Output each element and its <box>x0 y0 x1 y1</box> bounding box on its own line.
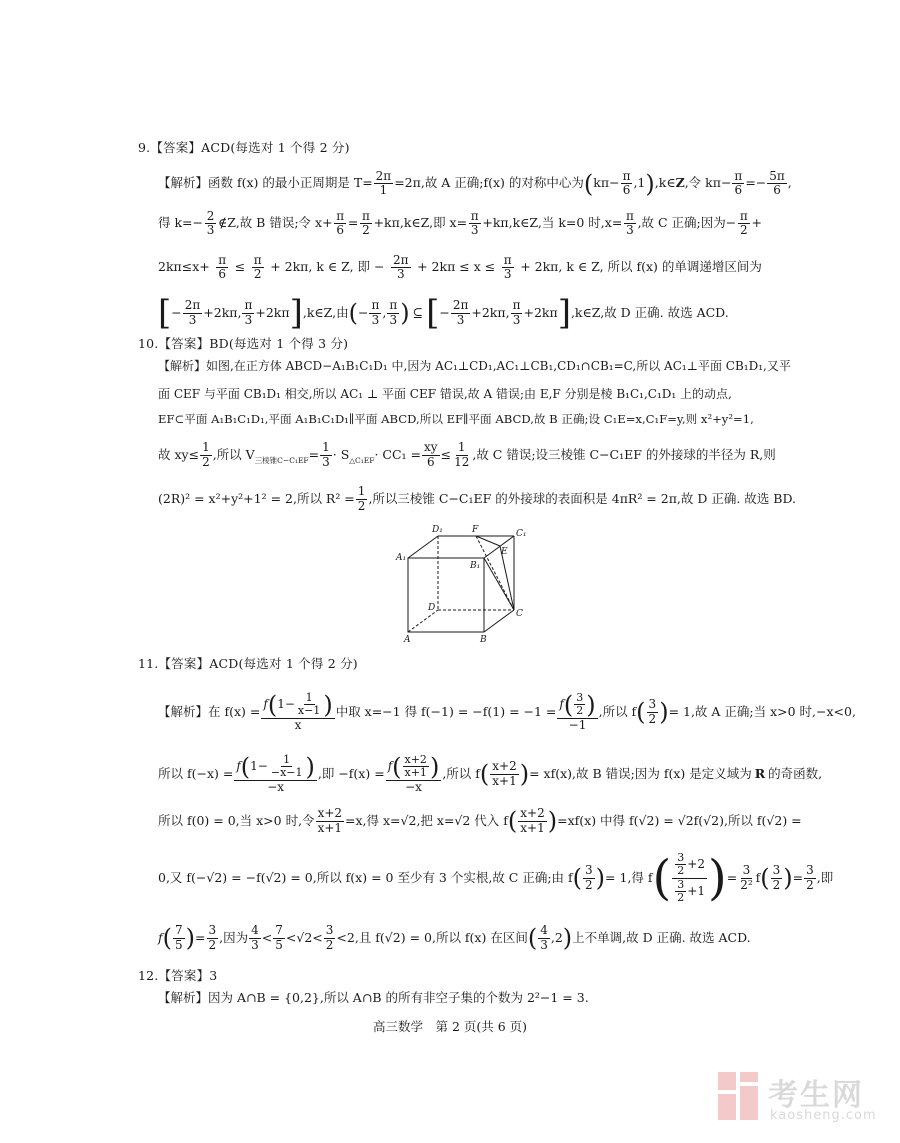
fraction: $\frac{\pi}{3}$ <box>503 253 512 282</box>
text: − <box>171 304 182 320</box>
fraction: $\frac{2\pi}{3}$ <box>393 253 409 282</box>
text: =x,得 x=√2,把 x=√2 代入 f <box>345 812 508 828</box>
text: = <box>726 869 738 885</box>
q9-line-1: 【解析】函数 f(x) 的最小正周期是 T= $\frac{2\pi}{1}$ =2π,故 A 正确;f(x) 的对称中心为 ( kπ− $\frac{\pi}{6}$ ,1 ) ,k∈ Z ,令 kπ− $\frac{\pi}{6}$ =− $\frac{5\pi}{6}$ , <box>158 169 792 198</box>
fraction: f ( 1− $\frac{1}{-x-1}$ ) −x <box>236 752 315 794</box>
text: ,2 <box>550 929 563 945</box>
fraction: $\frac{xy}{6}$ <box>424 440 438 469</box>
text: = xf(x),故 B 错误;因为 f(x) 是定义域为 <box>529 765 752 781</box>
text: 所以 f(0) = 0,当 x>0 时,令 <box>158 812 315 828</box>
text: < <box>261 929 273 945</box>
text: 0,又 f(−√2) = −f(√2) = 0,所以 f(x) = 0 至少有 3 个实根,故 C 正确;由 f <box>158 869 573 885</box>
fraction: $\frac{3}{2}$ <box>585 863 593 892</box>
text: <2,且 f(√2) = 0,所以 f(x) 在区间 <box>336 929 528 945</box>
edge-AD <box>408 610 438 632</box>
fraction: $\frac{1}{2}$ <box>357 484 366 513</box>
real-set: R <box>754 765 766 781</box>
q10-line-1: 【解析】如图,在正方体 ABCD−A₁B₁C₁D₁ 中,因为 AC₁⊥CD₁,AC₁⊥CB₁,CD₁∩CB₁=C,所以 AC₁⊥平面 CB₁D₁,又平 <box>158 359 791 373</box>
text: <√2< <box>285 929 323 945</box>
fraction: $\frac{3}{2}$ <box>208 923 217 952</box>
text: 上不单调,故 D 正确. 故选 ACD. <box>572 929 751 945</box>
text: ,即 <box>816 869 834 885</box>
q11-line-4: 0,又 f(−√2) = −f(√2) = 0,所以 f(x) = 0 至少有 3 个实根,故 C 正确;由 f ( $\frac{3}{2}$ ) = 1,得 f ( $\frac{3}{2}$ +2 $\frac{3}{2}$ +1 ) = $\frac{3}{\text{2²}}$ f ( $\frac{3}{2}$ ) = $\frac{3}{2}$ ,即 <box>158 850 834 906</box>
fraction: $\frac{3}{2}$ <box>325 923 334 952</box>
text: 【解析】在 f(x) = <box>158 703 261 719</box>
text: f <box>755 869 761 885</box>
label-F: F <box>472 525 479 535</box>
text: + 2kπ ≤ x ≤ <box>417 259 496 275</box>
text: +2kπ, <box>471 304 510 320</box>
fraction: $\frac{\pi}{3}$ <box>389 298 398 327</box>
text: = 1,得 f <box>605 869 653 885</box>
fraction: $\frac{\pi}{3}$ <box>512 298 521 327</box>
text: =2π,故 A 正确;f(x) 的对称中心为 <box>394 175 584 191</box>
segment-FC <box>476 536 514 610</box>
text: +kπ,k∈Z,当 k=0 时,x= <box>482 215 623 231</box>
edge-BC <box>484 610 514 632</box>
fraction: $\frac{\pi}{3}$ <box>371 298 380 327</box>
segment-FE <box>476 536 500 546</box>
text: (2R)² = x²+y²+1² = 2,所以 R² = <box>158 490 355 506</box>
volume-subscript: 三棱锥C−C₁EF <box>254 455 309 465</box>
page-footer: 高三数学 第 2 页(共 6 页) <box>372 1019 528 1034</box>
text: ,故 C 正确;因为− <box>637 215 737 231</box>
text: +2kπ <box>523 304 558 320</box>
nested-fraction: $\frac{3}{2}$ +2 $\frac{3}{2}$ +1 <box>672 852 707 903</box>
fraction: $\frac{\pi}{6}$ <box>734 169 743 198</box>
q11-line-2: 所以 f(−x) = f ( 1− $\frac{1}{-x-1}$ ) −x ,即 −f(x) = f ( $\frac{x+2}{x+1}$ ) −x ,所以 f ( $\frac{x+2}{x+1}$ ) = xf(x),故 B 错误;因为 f(x) 是定义域为 R 的奇函数, <box>158 752 823 794</box>
fraction: $\frac{x+2}{x+1}$ <box>492 759 517 788</box>
fraction: f ( $\frac{x+2}{x+1}$ ) −x <box>387 752 440 794</box>
text: , <box>382 304 387 320</box>
fraction: $\frac{\pi}{6}$ <box>622 169 631 198</box>
text: ,k∈ <box>654 175 676 191</box>
edge-A1D1 <box>408 536 438 558</box>
q11-line-5: f ( $\frac{7}{5}$ ) = $\frac{3}{2}$ ,因为 $\frac{4}{3}$ < $\frac{7}{5}$ <√2< $\frac{3}{2}$ <2,且 f(√2) = 0,所以 f(x) 在区间 ( $\frac{4}{3}$ ,2 ) 上不单调,故 D 正确. 故选 ACD. <box>158 923 751 952</box>
text: · S <box>332 446 350 462</box>
fraction: $\frac{2\pi}{3}$ <box>184 298 201 327</box>
label-D1: D₁ <box>432 525 443 535</box>
label-A: A <box>404 635 411 644</box>
fraction: $\frac{1}{3}$ <box>322 440 330 469</box>
fraction: $\frac{3}{2}$ <box>806 863 814 892</box>
q10-line-3: EF⊂平面 A₁B₁C₁D₁,平面 A₁B₁C₁D₁∥平面 ABCD,所以 EF∥平面 ABCD,故 B 正确;设 C₁E=x,C₁F=y,则 x²+y²=1, <box>158 412 754 426</box>
text: = 1,故 A 正确;当 x>0 时,−x<0, <box>668 703 856 719</box>
fraction: $\frac{5\pi}{6}$ <box>769 169 785 198</box>
edge-B1C1 <box>484 536 514 558</box>
fraction: $\frac{\pi}{3}$ <box>470 209 479 238</box>
label-C: C <box>516 609 523 619</box>
fraction: $\frac{3}{2}$ <box>648 697 657 726</box>
label-A1: A₁ <box>396 553 407 563</box>
text: = <box>308 446 320 462</box>
text: 故 xy≤ <box>158 446 200 462</box>
cube-figure <box>392 520 532 644</box>
q10-line-2: 面 CEF 与平面 CB₁D₁ 相交,所以 AC₁ ⊥ 平面 CEF 错误,故 A 错误;由 E,F 分别是棱 B₁C₁,C₁D₁ 上的动点, <box>158 387 732 401</box>
q9-answer-heading: 9.【答案】ACD(每选对 1 个得 2 分) <box>138 140 350 155</box>
label-B: B <box>480 635 487 644</box>
fraction: $\frac{2\pi}{1}$ <box>375 169 392 198</box>
text: ,k∈Z,由 <box>302 304 349 320</box>
area-subscript: △C₁EF <box>349 455 375 465</box>
text: +kπ,k∈Z,即 x= <box>373 215 468 231</box>
text: ,所以 V <box>212 446 255 462</box>
text: ,1 <box>633 175 646 191</box>
text: kπ− <box>593 175 620 191</box>
q10-answer-heading: 10.【答案】BD(每选对 1 个得 3 分) <box>138 336 349 351</box>
label-C1: C₁ <box>516 529 527 539</box>
text: = <box>792 869 804 885</box>
fraction: $\frac{\pi}{6}$ <box>218 253 227 282</box>
text: ,k∈Z,故 D 正确. 故选 ACD. <box>570 304 729 320</box>
fraction: $\frac{7}{5}$ <box>275 923 283 952</box>
fraction: $\frac{x+2}{x+1}$ <box>317 806 343 835</box>
text: ∉Z,故 B 错误;令 x+ <box>218 215 333 231</box>
label-E: E <box>501 547 508 557</box>
q12-line-1: 【解析】因为 A∩B = {0,2},所以 A∩B 的所有非空子集的个数为 2²−1 = 3. <box>158 990 589 1005</box>
fraction: $\frac{\pi}{3}$ <box>625 209 634 238</box>
text: 的奇函数, <box>768 765 823 781</box>
text: − <box>439 304 450 320</box>
text: f <box>158 929 163 945</box>
watermark-url: kaosheng.com <box>770 1108 877 1123</box>
text: + <box>751 215 762 231</box>
kaosheng-logo-icon <box>716 1068 764 1124</box>
fraction: $\frac{3}{\text{2²}}$ <box>740 863 753 892</box>
segment-B1C <box>484 558 514 610</box>
text: 2kπ≤x+ <box>158 259 210 275</box>
fraction: $\frac{4}{3}$ <box>251 923 259 952</box>
watermark-text: 考生网 <box>768 1078 864 1113</box>
q12-answer-heading: 12.【答案】3 <box>138 968 218 983</box>
text: ≤ <box>234 259 246 275</box>
fraction: $\frac{1}{2}$ <box>202 440 210 469</box>
text: ,因为 <box>219 929 249 945</box>
q11-answer-heading: 11.【答案】ACD(每选对 1 个得 2 分) <box>138 656 358 671</box>
fraction: $\frac{1}{12}$ <box>454 440 470 469</box>
fraction: $\frac{2}{3}$ <box>206 209 215 238</box>
q10-line-4 <box>158 440 776 470</box>
text: = <box>195 929 206 945</box>
q9-line-4: [ − $\frac{2\pi}{3}$ +2kπ, $\frac{\pi}{3}$ +2kπ ] ,k∈Z,由 ( − $\frac{\pi}{3}$ , $\frac{\pi}{3}$ ) ⊆ [ − $\frac{2\pi}{3}$ +2kπ, $\frac{\pi}{3}$ +2kπ ] ,k∈Z,故 D 正确. 故选 ACD. <box>158 293 729 333</box>
q9-line-2 <box>158 210 762 237</box>
text: 得 k=− <box>158 215 203 231</box>
text: 中取 x=−1 得 f(−1) = −f(1) = −1 = <box>335 703 557 719</box>
text: · CC₁ = <box>374 446 422 462</box>
fraction: f ( 1− $\frac{1}{x-1}$ ) x <box>263 690 333 732</box>
text: =− <box>745 175 767 191</box>
text: ⊆ <box>412 304 424 320</box>
q11-line-3: 所以 f(0) = 0,当 x>0 时,令 $\frac{x+2}{x+1}$ =x,得 x=√2,把 x=√2 代入 f ( $\frac{x+2}{x+1}$ ) =xf(x) 中得 f(√2) = √2f(√2),所以 f(√2) = <box>158 806 802 835</box>
text: 【解析】函数 f(x) 的最小正周期是 T= <box>158 175 373 191</box>
text: ,即 −f(x) = <box>317 765 385 781</box>
text: ,所以 f <box>598 703 637 719</box>
text: ≤ <box>440 446 452 462</box>
fraction: $\frac{x+2}{x+1}$ <box>520 806 545 835</box>
label-D: D <box>428 603 436 613</box>
text: ,令 kπ− <box>684 175 732 191</box>
text: − <box>357 304 369 320</box>
text: ,所以三棱锥 C−C₁EF 的外接球的表面积是 4πR² = 2π,故 D 正确. 故选 BD. <box>368 490 797 506</box>
text: =xf(x) 中得 f(√2) = √2f(√2),所以 f(√2) = <box>557 812 802 828</box>
fraction: $\frac{\pi}{2}$ <box>253 253 262 282</box>
fraction: $\frac{\pi}{6}$ <box>336 209 345 238</box>
text: + 2kπ, k ∈ Z, 即 − <box>270 259 385 275</box>
label-B1: B₁ <box>470 561 481 571</box>
q10-line-5 <box>158 484 797 514</box>
q9-line-3 <box>158 254 762 281</box>
kaosheng-watermark <box>712 1068 882 1128</box>
q11-line-1: 【解析】在 f(x) = f ( 1− $\frac{1}{x-1}$ ) x 中取 x=−1 得 f(−1) = −f(1) = −1 = f ( $\frac{3}{2}$ ) −1 ,所以 f ( $\frac{3}{2}$ ) = 1,故 A 正确;当 x>0 时,−x<0, <box>158 690 856 732</box>
fraction: $\frac{7}{5}$ <box>175 923 183 952</box>
fraction: $\frac{2\pi}{3}$ <box>452 298 469 327</box>
text: , <box>787 175 792 191</box>
text: ,故 C 错误;设三棱锥 C−C₁EF 的外接球的半径为 R,则 <box>472 446 776 462</box>
fraction: f ( $\frac{3}{2}$ ) −1 <box>559 690 596 732</box>
fraction: $\frac{4}{3}$ <box>540 923 548 952</box>
text: = <box>347 215 359 231</box>
fraction: $\frac{\pi}{3}$ <box>244 298 253 327</box>
fraction: $\frac{\pi}{2}$ <box>739 209 748 238</box>
text: ,所以 f <box>442 765 480 781</box>
integer-set: Z <box>675 175 685 191</box>
text: + 2kπ, k ∈ Z, 所以 f(x) 的单调递增区间为 <box>520 259 762 275</box>
fraction: $\frac{\pi}{2}$ <box>362 209 370 238</box>
text: +2kπ, <box>203 304 242 320</box>
text: 所以 f(−x) = <box>158 765 234 781</box>
text: +2kπ <box>255 304 290 320</box>
fraction: $\frac{3}{2}$ <box>772 863 781 892</box>
